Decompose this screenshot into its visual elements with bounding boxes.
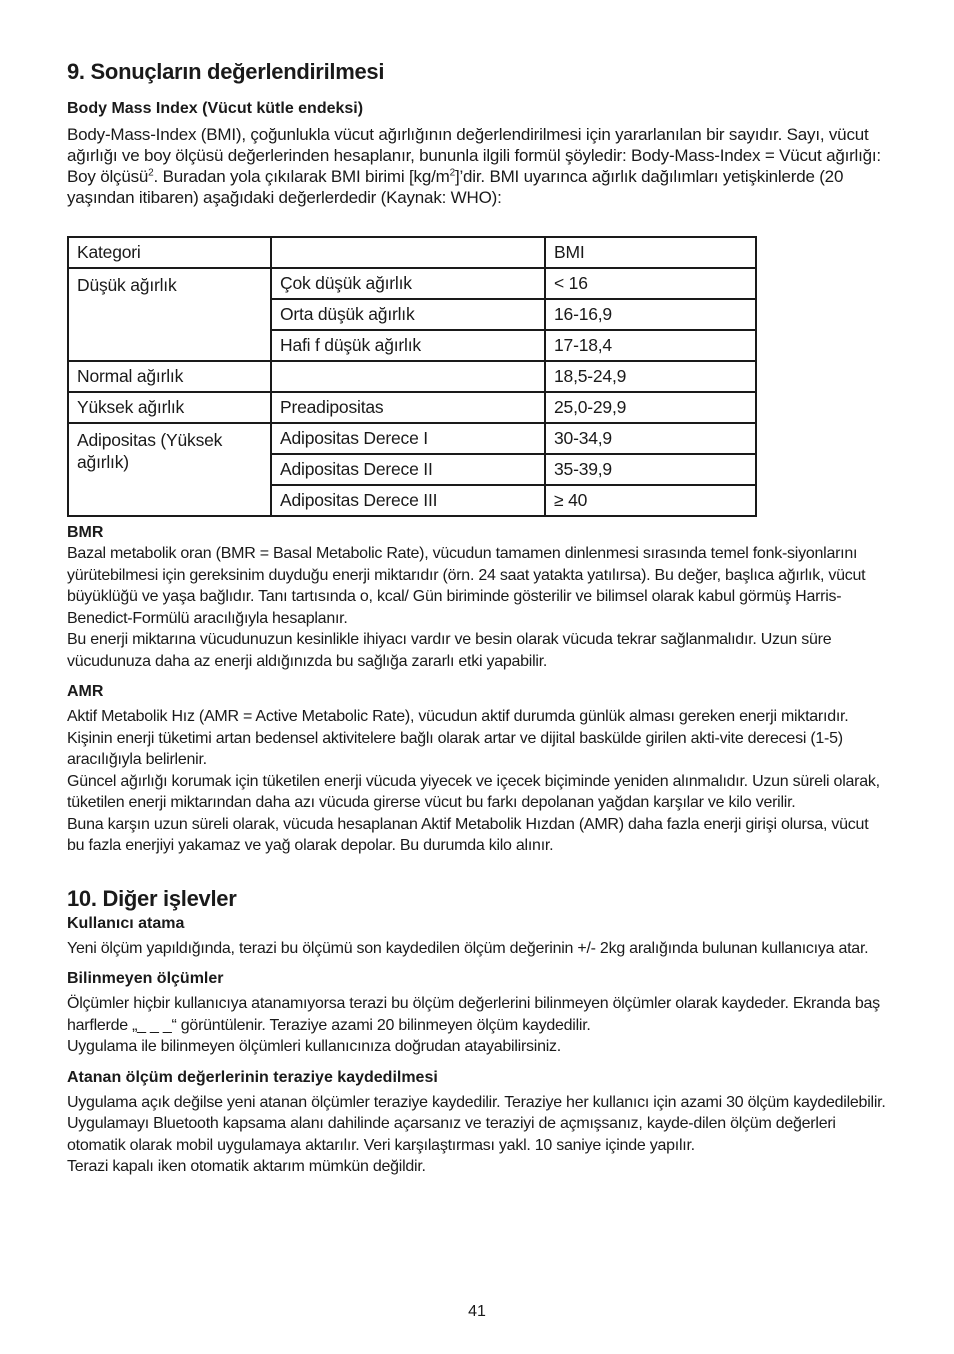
table-subcategory-cell: Adipositas Derece III [271,485,545,516]
table-subcategory-cell: Preadipositas [271,392,545,423]
amr-paragraph-3: Buna karşın uzun süreli olarak, vücuda hesaplanan Aktif Metabolik Hızdan (AMR) daha fazla enerji girişi olursa, vücut bu fazla enerjiyi yakamaz ve yağ olarak depolar. Bu durumda kilo alınır. [67,815,869,854]
amr-heading: AMR [67,683,104,700]
unknown-measurements-heading: Bilinmeyen ölçümler [67,970,224,987]
table-category-cell: Normal ağırlık [68,361,271,392]
table-header-cell: BMI [545,237,756,268]
assigned-measurements-paragraph-1: Uygulama açık değilse yeni atanan ölçümler teraziye kaydedilir. Teraziye her kullanıcı için azami 30 ölçüm kaydedilebilir. Uygulamayı Bluetooth kapsama alanı dahilinde açarsanız ve teraziyi de açmışsanız, kayde-dilen ölçüm değerleri otomatik olarak mobil uygulamaya aktarılır. Veri karşılaştırması yakl. 10 saniye içinde yapılır. [67,1093,886,1154]
table-subcategory-cell: Çok düşük ağırlık [271,268,545,299]
section-9-title: 9. Sonuçların değerlendirilmesi [67,59,385,84]
page-content [67,58,889,1178]
user-assignment-paragraph: Yeni ölçüm yapıldığında, terazi bu ölçümü son kaydedilen ölçüm değerinin +/- 2kg aralığında bulunan kullanıcıya atar. [67,939,869,957]
table-category-cell: Adipositas (Yüksek ağırlık) [68,423,271,516]
table-header-cell: Kategori [68,237,271,268]
bmr-paragraph-2: Bu enerji miktarına vücudunuzun kesinlikle ihiyacı vardır ve besin olarak vücuda tekrar sağlanmalıdır. Uzun süre vücudunuza daha az enerji aldığınızda bu sağlığa zararlı etki yapabilir. [67,631,832,670]
table-header-cell [271,237,545,268]
table-bmi-cell: 30-34,9 [545,423,756,454]
bmi-table [67,236,757,517]
section-10-title: 10. Diğer işlevler [67,885,237,911]
table-subcategory-cell [271,361,545,392]
unknown-measurements-paragraph-2: Uygulama ile bilinmeyen ölçümleri kullanıcınıza doğrudan atayabilirsiniz. [67,1038,561,1055]
table-bmi-cell: 17-18,4 [545,330,756,361]
table-subcategory-cell: Orta düşük ağırlık [271,299,545,330]
table-bmi-cell: 25,0-29,9 [545,392,756,423]
amr-paragraph-2: Güncel ağırlığı korumak için tüketilen enerji vücuda yiyecek ve içecek biçiminde yeniden alınmalıdır. Uzun süreli olarak, tüketilen enerji miktarından daha azı vücuda girerse vücut bu farkı depolanan yağdan karşılar ve kilo verilir. [67,772,880,811]
table-bmi-cell: 16-16,9 [545,299,756,330]
assigned-measurements-paragraph-2: Terazi kapalı iken otomatik aktarım mümkün değildir. [67,1158,426,1175]
bmr-heading: BMR [67,524,104,541]
table-header-row [68,237,756,268]
page-number: 41 [468,1303,486,1320]
table-row [68,423,756,454]
table-bmi-cell: < 16 [545,268,756,299]
table-subcategory-cell: Adipositas Derece I [271,423,545,454]
table-bmi-cell: 35-39,9 [545,454,756,485]
table-row [68,392,756,423]
table-category-cell: Yüksek ağırlık [68,392,271,423]
user-assignment-heading: Kullanıcı atama [67,914,185,932]
table-subcategory-cell: Adipositas Derece II [271,454,545,485]
assigned-measurements-heading: Atanan ölçüm değerlerinin teraziye kaydedilmesi [67,1068,438,1086]
table-subcategory-cell: Hafi f düşük ağırlık [271,330,545,361]
bmi-paragraph: Body-Mass-Index (BMI), çoğunlukla vücut ağırlığının değerlendirilmesi için yararlanılan bir sayıdır. Sayı, vücut ağırlığı ve boy ölçüsü değerlerinden hesaplanır, bununla ilgili formül şöyledir: Body-Mass-Index = Vücut ağırlığı: Boy ölçüsü$^2$. Buradan yola çıkılarak BMI birimi $[kg/m^2]’dir$. BMI uyarınca ağırlık dağılımları yetişkinlerde (20 yaşından itibaren) aşağıdaki değerlerdedir (Kaynak: WHO): [67,125,881,207]
table-bmi-cell: 18,5-24,9 [545,361,756,392]
bmr-paragraph-1: Bazal metabolik oran (BMR = Basal Metabolic Rate), vücudun tamamen dinlenmesi sırasında temel fonk-siyonlarını yürütebilmesi için gereksinim duyduğu enerji miktarıdır (örn. 24 saat yatakta yatılırsa). Bu değer, başlıca ağırlık, vücut büyüklüğü ve yaşa bağlıdır. Tanı tartısında o, kcal/ Gün biriminde gösterilir ve bilimsel olarak kabul görmüş Harris-Benedict-Formülü aracılığıyla hesaplanır. [67,545,866,627]
table-row [68,361,756,392]
table-row [68,268,756,299]
amr-paragraph-1: Aktif Metabolik Hız (AMR = Active Metabolic Rate), vücudun aktif durumda günlük alması gereken enerji miktarıdır. Kişinin enerji tüketimi artan bedensel aktivitelere bağlı olarak artar ve dijital baskülde girilen akti-vite derecesi (1-5) aracılığıyla belirlenir. [67,708,849,768]
table-bmi-cell: ≥ 40 [545,485,756,516]
bmi-heading: Body Mass Index (Vücut kütle endeksi) [67,100,364,117]
table-category-cell: Düşük ağırlık [68,268,271,361]
unknown-measurements-paragraph-1: Ölçümler hiçbir kullanıcıya atanamıyorsa terazi bu ölçüm değerlerini bilinmeyen ölçümler olarak kaydeder. Ekranda baş harflerde „_ _ _“ görüntülenir. Teraziye azami 20 bilinmeyen ölçüm kaydedilir. [67,995,880,1034]
